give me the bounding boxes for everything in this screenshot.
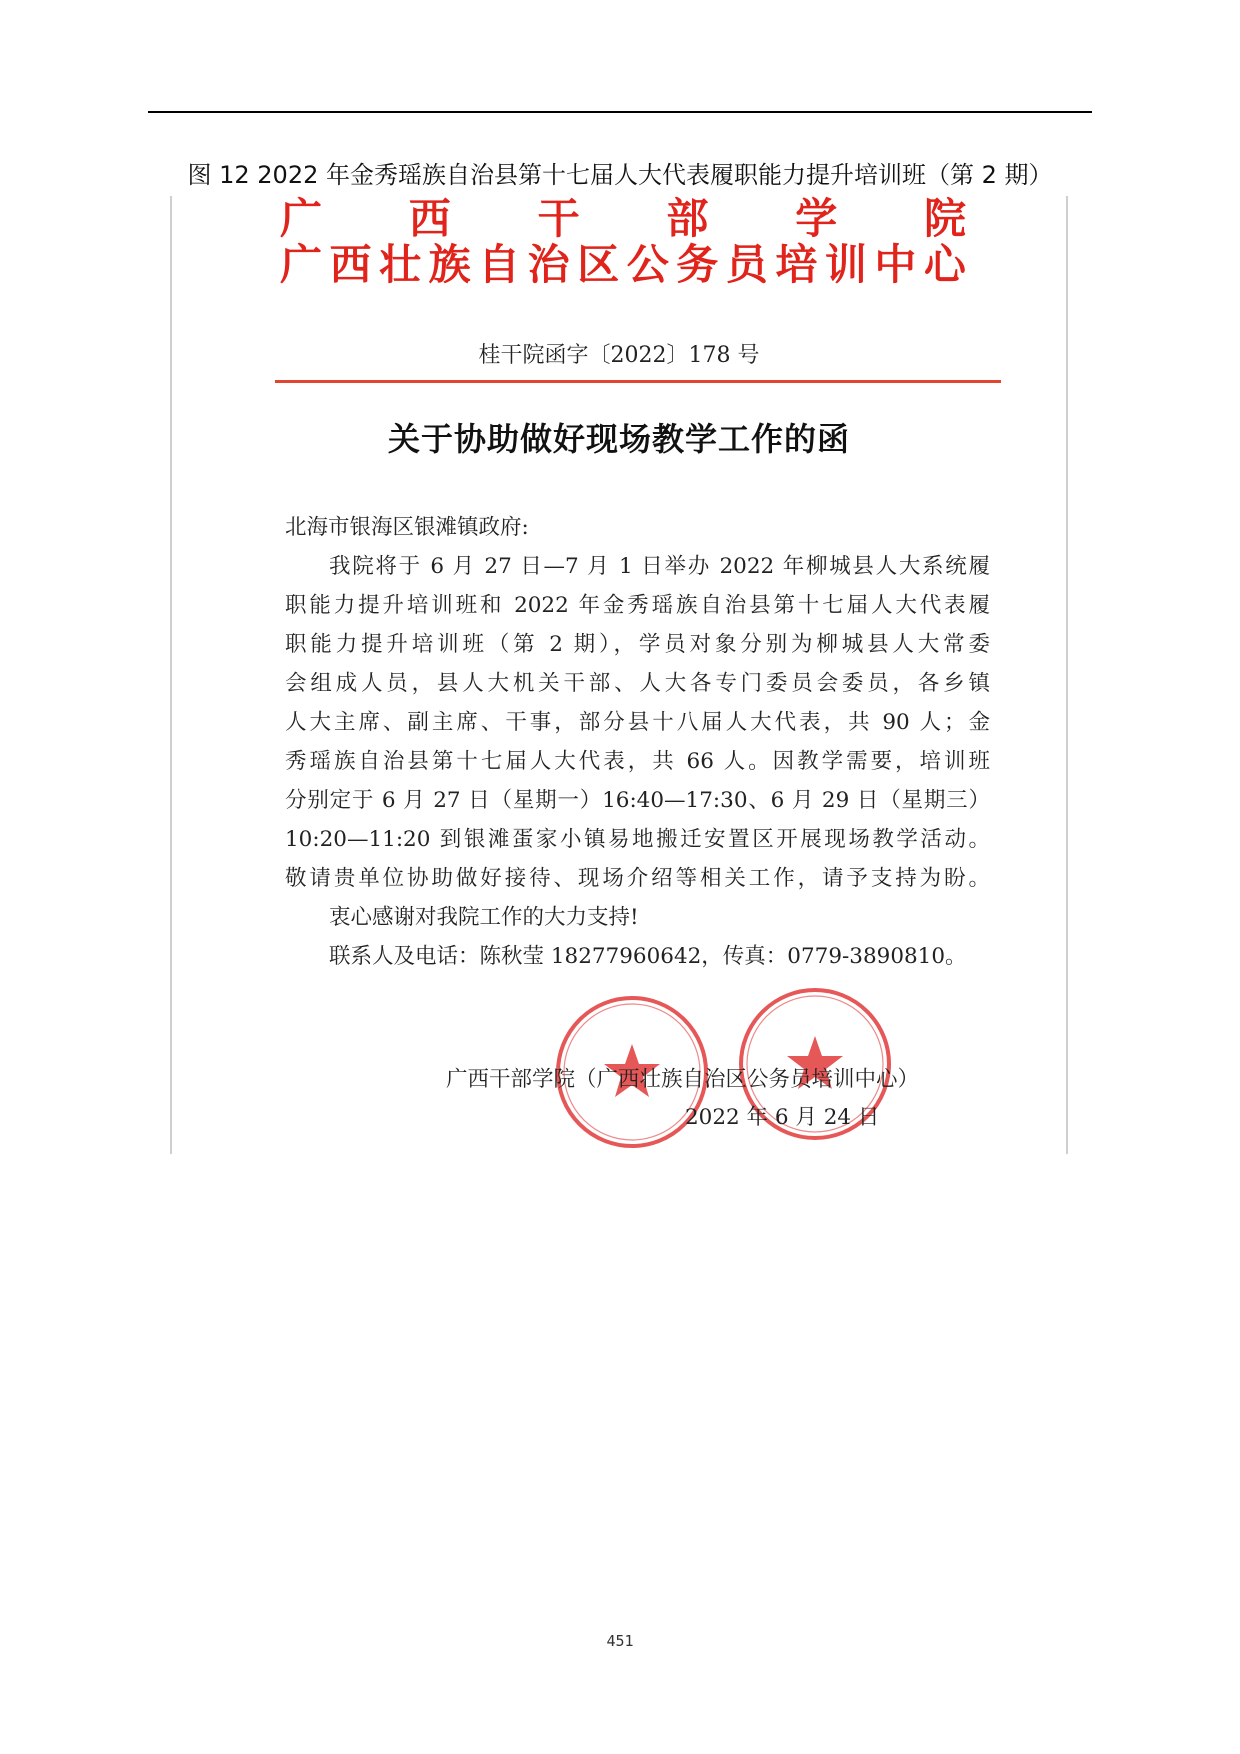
letterhead-char: 区 — [577, 240, 620, 289]
figure-caption: 图 12 2022 年金秀瑶族自治县第十七届人大代表履职能力提升培训班（第 2 期） — [187, 161, 1053, 189]
letterhead-char: 学 — [795, 194, 838, 243]
letterhead-char: 壮 — [379, 240, 422, 289]
body-line: 秀瑶族自治县第十七届人大代表，共 66 人。因教学需要，培训班 — [285, 749, 990, 774]
page-number: 451 — [606, 1632, 634, 1650]
letterhead-char: 部 — [666, 194, 709, 243]
body-line: 10:20—11:20 到银滩蛋家小镇易地搬迁安置区开展现场教学活动。 — [285, 827, 990, 852]
letterhead-char: 西 — [408, 194, 451, 243]
body-line: 敬请贵单位协助做好接待、现场介绍等相关工作，请予支持为盼。 — [285, 866, 990, 891]
letterhead-char: 院 — [923, 194, 966, 243]
signature-line: 广西干部学院（广西壮族自治区公务员培训中心） — [446, 1067, 920, 1092]
body-line: 我院将于 6 月 27 日—7 月 1 日举办 2022 年柳城县人大系统履 — [329, 554, 990, 579]
letterhead-char: 心 — [923, 240, 966, 289]
letterhead-char: 干 — [537, 194, 580, 243]
letterhead-char: 训 — [824, 240, 867, 289]
body-line: 会组成人员，县人大机关干部、人大各专门委员会委员，各乡镇 — [285, 671, 990, 696]
letter-body — [285, 508, 990, 976]
letter-date: 2022 年 6 月 24 日 — [685, 1105, 880, 1130]
letterhead-char: 中 — [874, 240, 917, 289]
red-divider — [275, 380, 1001, 383]
document-number: 桂干院函字〔2022〕178 号 — [478, 343, 760, 368]
letterhead-char: 族 — [428, 240, 471, 289]
body-line: 分别定于 6 月 27 日（星期一）16:40—17:30、6 月 29 日（星期三） — [285, 788, 990, 813]
letterhead-char: 广 — [280, 240, 323, 289]
letterhead-char: 广 — [280, 194, 323, 243]
letterhead-char: 员 — [725, 240, 768, 289]
body-line: 人大主席、副主席、干事，部分县十八届人大代表，共 90 人；金 — [285, 710, 990, 735]
letterhead-char: 公 — [626, 240, 669, 289]
thanks-line: 衷心感谢对我院工作的大力支持! — [329, 905, 639, 930]
letterhead-line-2 — [280, 242, 966, 288]
letterhead-line-1 — [280, 196, 966, 242]
letterhead-char: 西 — [329, 240, 372, 289]
scanned-letter — [170, 196, 1068, 1154]
contact-line: 联系人及电话：陈秋莹 18277960642，传真：0779-3890810。 — [329, 944, 967, 969]
letter-title: 关于协助做好现场教学工作的函 — [387, 420, 850, 458]
letterhead-char: 治 — [527, 240, 570, 289]
body-line: 职能力提升培训班和 2022 年金秀瑶族自治县第十七届人大代表履 — [285, 593, 990, 618]
letterhead-char: 自 — [478, 240, 521, 289]
recipient: 北海市银海区银滩镇政府: — [285, 515, 529, 540]
letterhead-char: 培 — [775, 240, 818, 289]
body-line: 职能力提升培训班（第 2 期），学员对象分别为柳城县人大常委 — [285, 632, 990, 657]
top-rule — [148, 111, 1092, 113]
letterhead-char: 务 — [676, 240, 719, 289]
